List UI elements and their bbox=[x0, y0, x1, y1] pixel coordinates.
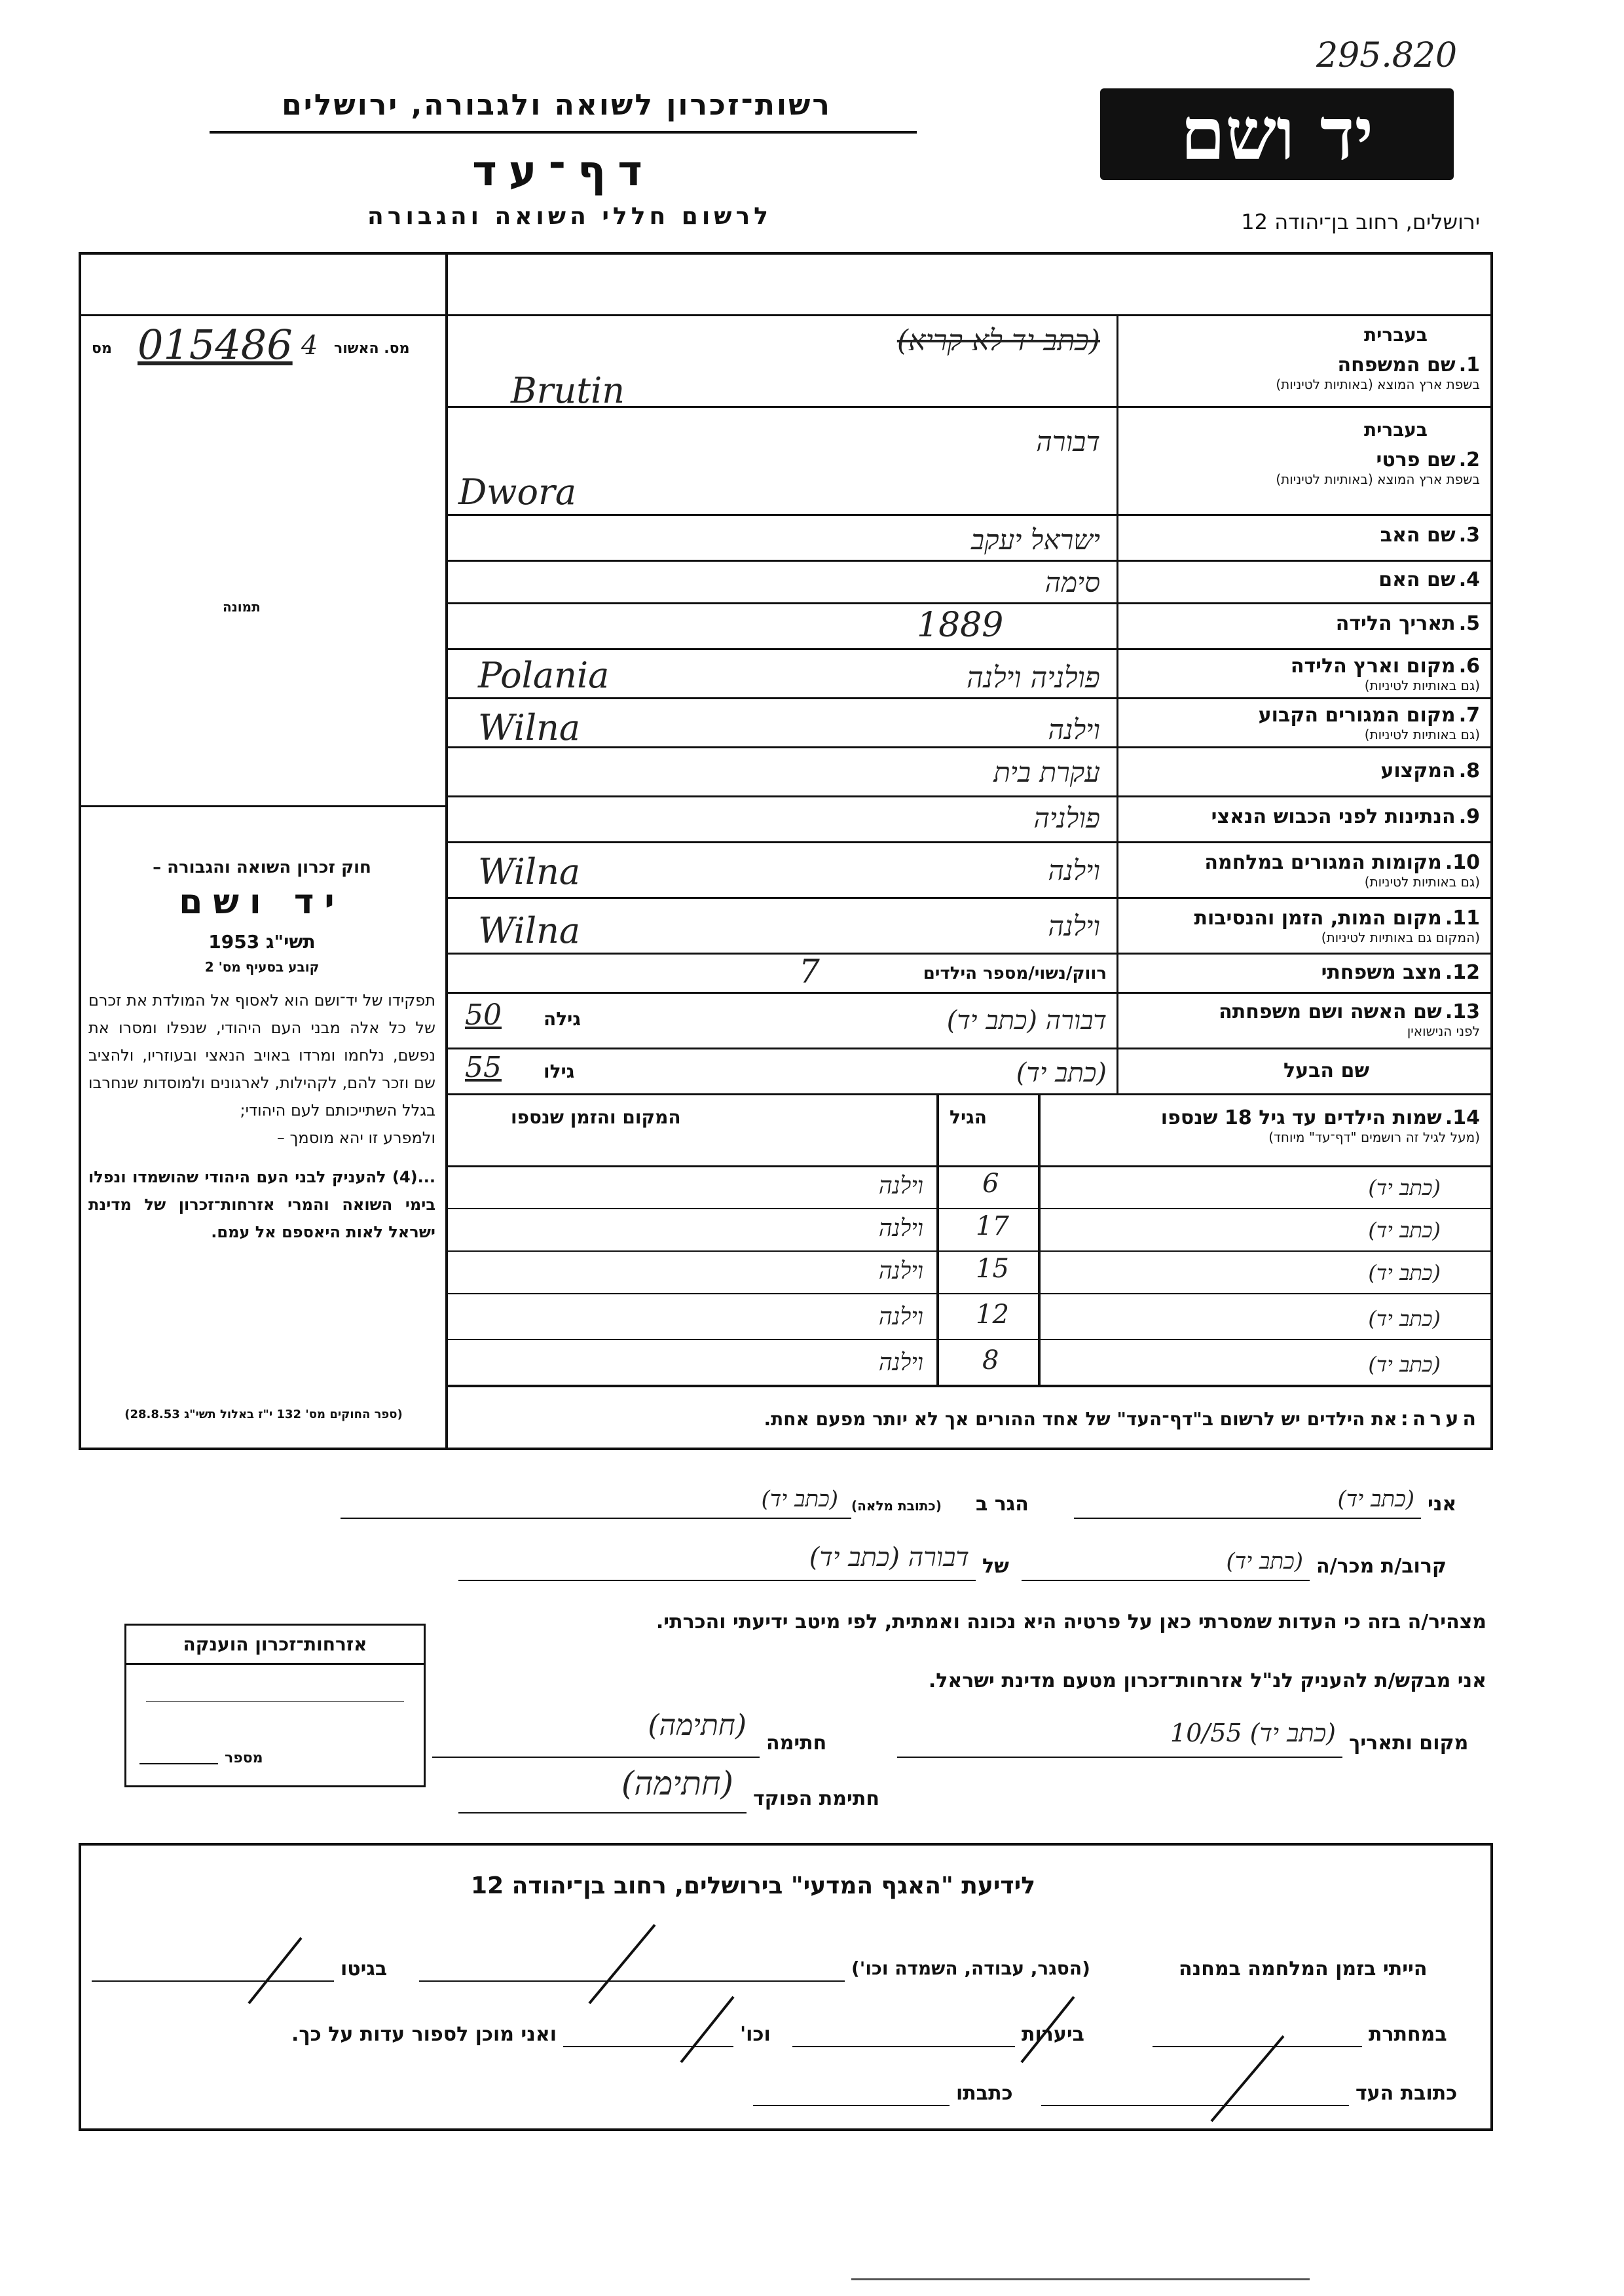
husband-label: שם הבעל bbox=[1283, 1059, 1370, 1082]
husband-age-value[interactable]: 55 bbox=[465, 1051, 502, 1084]
child-place[interactable]: וילנה bbox=[878, 1258, 923, 1285]
child-name[interactable]: (כתב יד) bbox=[1368, 1175, 1441, 1200]
info-line3-start: כתובת העד bbox=[1356, 2082, 1458, 2105]
children-num: 14. bbox=[1445, 1106, 1480, 1129]
wife-age-value[interactable]: 50 bbox=[465, 998, 502, 1032]
registration-number[interactable]: 015486 bbox=[138, 321, 293, 369]
info-line2-etc: וכו' bbox=[740, 2023, 771, 2046]
children-count[interactable]: 7 bbox=[799, 953, 820, 991]
field-2-latin[interactable]: Dwora bbox=[458, 471, 577, 513]
info-line2-end: ואני מוכן לספור עדות על כך. bbox=[291, 2023, 557, 2046]
info-line1-end: בגיטו bbox=[341, 1958, 388, 1980]
decl-signature-label: חתימה bbox=[766, 1732, 827, 1755]
field-1-note: בעברית bbox=[1363, 324, 1428, 346]
child-name[interactable]: (כתב יד) bbox=[1368, 1218, 1441, 1243]
field-4-hebrew[interactable]: סימה bbox=[1044, 566, 1100, 598]
child-name[interactable]: (כתב יד) bbox=[1368, 1306, 1441, 1331]
field-9-hebrew[interactable]: פולניה bbox=[1033, 802, 1100, 834]
strike-mark bbox=[1211, 2036, 1283, 2121]
field-6-num: 6. bbox=[1458, 655, 1480, 678]
child-place[interactable]: וילנה bbox=[878, 1349, 923, 1376]
children-title: שמות הילדים עד גיל 18 שנספו bbox=[1160, 1106, 1442, 1129]
registration-label: מס. האשור bbox=[334, 340, 410, 357]
field-10-sub: (גם באותיות לטיניות) bbox=[1364, 874, 1480, 890]
wife-age-label: גילה bbox=[544, 1008, 581, 1030]
photo-label: תמונה bbox=[223, 599, 261, 615]
logo-text: יד ושם bbox=[1180, 92, 1374, 176]
strike-mark bbox=[1022, 1997, 1074, 2062]
field-1-sub: בשפת ארץ המוצא (באותיות לטיניות) bbox=[1276, 376, 1480, 392]
decl-resident-label: הגר ב bbox=[976, 1493, 1029, 1516]
field-13-title: שם האשה ושם משפחתה bbox=[1219, 1000, 1442, 1023]
field-1-hebrew[interactable]: (כתב יד לא קריא) bbox=[896, 324, 1100, 357]
child-name[interactable]: (כתב יד) bbox=[1368, 1352, 1441, 1377]
field-3-hebrew[interactable]: ישראל יעקב bbox=[970, 524, 1100, 556]
decl-relative-value[interactable]: (כתב יד) bbox=[1226, 1548, 1303, 1575]
decl-of-value[interactable]: דבורה (כתב יד) bbox=[809, 1542, 969, 1573]
field-2-hebrew[interactable]: דבורה bbox=[1036, 426, 1100, 458]
field-1-latin[interactable]: Brutin bbox=[511, 370, 625, 411]
child-age[interactable]: 6 bbox=[982, 1169, 999, 1199]
child-place[interactable]: וילנה bbox=[878, 1303, 923, 1330]
info-line2-mid: ביערות bbox=[1022, 2023, 1084, 2046]
field-2-sub: בשפת ארץ המוצא (באותיות לטיניות) bbox=[1276, 471, 1480, 487]
certificate-title: אזרחות־זכרון הוענקה bbox=[126, 1626, 424, 1665]
field-13-sub: לפני הנישואין bbox=[1407, 1023, 1480, 1039]
law-text-2: ולמפרע זו יהא מוסמך – bbox=[276, 1129, 435, 1147]
law-reference: (ספר החוקים מס' 132 י"ז באלול תשי"ג 28.8.53) bbox=[124, 1408, 403, 1421]
strike-mark bbox=[589, 1925, 655, 2003]
field-6-hebrew[interactable]: פולניה וילנה bbox=[967, 661, 1100, 695]
decl-place-date-label: מקום ותאריך bbox=[1349, 1732, 1469, 1755]
field-5-num: 5. bbox=[1458, 612, 1480, 635]
child-age[interactable]: 8 bbox=[982, 1345, 999, 1376]
decl-statement-2: אני מבקש/ת להעניק לנ"ל אזרחות־זכרון מטעם מדינת ישראל. bbox=[928, 1669, 1486, 1692]
field-10-title: מקומות המגורים במלחמה bbox=[1204, 851, 1442, 874]
law-year: תשי"ג 1953 bbox=[208, 931, 316, 953]
child-age[interactable]: 15 bbox=[976, 1254, 1009, 1284]
field-2-num: 2. bbox=[1458, 448, 1480, 471]
field-7-sub: (גם באותיות לטיניות) bbox=[1364, 727, 1480, 742]
note-text: את הילדים יש לרשום ב"דף־העד" של אחד ההורים אך לא יותר מפעם אחת. bbox=[764, 1408, 1397, 1430]
husband-name[interactable]: (כתב יד) bbox=[1016, 1058, 1107, 1088]
registration-suffix: 4 bbox=[301, 331, 318, 361]
decl-signature-value[interactable]: (חתימה) bbox=[648, 1709, 747, 1742]
husband-age-label: גילו bbox=[544, 1061, 575, 1082]
form-subtitle: לרשום חללי השואה והגבורה bbox=[367, 203, 772, 230]
field-6-title: מקום וארץ הלידה bbox=[1290, 655, 1456, 678]
field-11-latin[interactable]: Wilna bbox=[478, 910, 581, 951]
children-col-age: הגיל bbox=[950, 1106, 987, 1128]
authority-name: רשות־זכרון לשואה ולגבורה, ירושלים bbox=[282, 88, 832, 122]
decl-relative-label: קרוב/ת מכר/ה bbox=[1316, 1555, 1447, 1578]
field-11-title: מקום המות, הזמן והנסיבות bbox=[1194, 907, 1442, 930]
law-text: תפקידו של יד־ושם הוא לאסוף אל המולדת את זכרם של כל אלה מבני העם היהודי, שנפלו ומסרו את נפשם, נלחמו ומרדו באויב הנאצי ובעוזריו, ולהציב שם וזכר להם, לקהילות, לארגונים ולמוסדות שנחרבו בגלל השתייכותם לעם היהודי; bbox=[88, 991, 435, 1120]
law-section: קובע בסעיף מס' 2 bbox=[204, 959, 320, 975]
field-9-num: 9. bbox=[1458, 805, 1480, 828]
strike-mark bbox=[249, 1938, 301, 2003]
registration-no-label: מס bbox=[92, 340, 112, 357]
law-title: חוק זכרון השואה והגבורה – bbox=[153, 858, 371, 877]
decl-statement-1: מצהיר/ה בזה כי העדות שמסרתי כאן על פרטיה היא נכונה ואמתית, לפי מיטב ידיעתי והכרתי. bbox=[655, 1611, 1486, 1633]
children-sub: (מעל לגיל זה רושמים "דף־עד" מיוחד) bbox=[1268, 1129, 1480, 1145]
field-12-title: מצב משפחתי bbox=[1321, 961, 1442, 984]
field-10-num: 10. bbox=[1445, 851, 1480, 874]
field-8-title: המקצוע bbox=[1380, 759, 1456, 782]
info-line2-start: במחתרת bbox=[1369, 2023, 1447, 2046]
decl-place-date-value[interactable]: (כתב יד) 10/55 bbox=[1170, 1719, 1336, 1747]
decl-address-value[interactable]: (כתב יד) bbox=[761, 1486, 838, 1512]
field-8-num: 8. bbox=[1458, 759, 1480, 782]
marital-options: רווק/נשוי/מספר הילדים bbox=[923, 964, 1107, 983]
field-1-num: 1. bbox=[1458, 354, 1480, 376]
field-4-num: 4. bbox=[1458, 568, 1480, 591]
decl-address-label: (כתובת מלאה) bbox=[851, 1498, 942, 1514]
child-name[interactable]: (כתב יד) bbox=[1368, 1260, 1441, 1285]
field-9-title: הנתינות לפני הכבוש הנאצי bbox=[1211, 805, 1456, 828]
header-address: ירושלים, רחוב בן־יהודה 12 bbox=[1241, 210, 1480, 234]
field-12-num: 12. bbox=[1445, 961, 1480, 984]
law-text-3: ...(4) להעניק לבני העם היהודי שהושמדו ונפלו בימי השואה והמרי אזרחות־זכרון של מדינת ישראל לאות היאספם אל עמם. bbox=[88, 1168, 435, 1241]
field-7-hebrew[interactable]: וילנה bbox=[1048, 714, 1100, 746]
decl-of-label: של bbox=[982, 1555, 1009, 1578]
field-2-note: בעברית bbox=[1363, 419, 1428, 441]
form-title: דף־עד bbox=[472, 147, 654, 196]
info-line1-label: הייתי בזמן המלחמה במחנה bbox=[1179, 1958, 1428, 1980]
field-8-hebrew[interactable]: עקרת בית bbox=[993, 756, 1100, 788]
decl-official-value[interactable]: (חתימה) bbox=[621, 1764, 733, 1802]
law-name: יד ושם bbox=[179, 883, 345, 922]
strike-mark bbox=[681, 1997, 733, 2062]
child-age[interactable]: 17 bbox=[976, 1211, 1009, 1241]
field-6-latin[interactable]: Polania bbox=[478, 655, 610, 696]
field-4-title: שם האם bbox=[1378, 568, 1456, 591]
info-line3-end: כתבתו bbox=[956, 2082, 1013, 2105]
field-11-num: 11. bbox=[1445, 907, 1480, 930]
field-11-hebrew[interactable]: וילנה bbox=[1048, 910, 1100, 942]
field-10-latin[interactable]: Wilna bbox=[478, 851, 581, 892]
field-3-title: שם האב bbox=[1380, 524, 1456, 547]
field-10-hebrew[interactable]: וילנה bbox=[1048, 854, 1100, 886]
info-line1-note: (הסגר, עבודה, השמדה וכו') bbox=[851, 1958, 1090, 1979]
field-13-num: 13. bbox=[1445, 1000, 1480, 1023]
wife-maiden-name[interactable]: דבורה (כתב יד) bbox=[946, 1006, 1107, 1036]
children-col-place: המקום והזמן שנספו bbox=[511, 1106, 681, 1128]
field-6-sub: (גם באותיות לטיניות) bbox=[1364, 678, 1480, 693]
decl-i-value[interactable]: (כתב יד) bbox=[1337, 1486, 1414, 1512]
decl-official-label: חתימת הפוקד bbox=[753, 1787, 879, 1810]
decl-i-label: אני bbox=[1428, 1493, 1457, 1516]
field-2-title: שם פרטי bbox=[1376, 448, 1456, 471]
archive-number: 295.820 bbox=[1316, 36, 1458, 75]
child-place[interactable]: וילנה bbox=[878, 1215, 923, 1242]
field-5-title: תאריך הלידה bbox=[1335, 612, 1456, 635]
field-5-value[interactable]: 1889 bbox=[917, 606, 1004, 645]
field-7-latin[interactable]: Wilna bbox=[478, 707, 581, 748]
scan-edge bbox=[851, 2278, 1310, 2280]
info-header: לידיעת "האגף המדעי" בירושלים, רחוב בן־יהודה 12 bbox=[471, 1872, 1035, 1899]
child-age[interactable]: 12 bbox=[976, 1300, 1009, 1330]
field-7-num: 7. bbox=[1458, 704, 1480, 727]
field-1-title: שם המשפחה bbox=[1337, 354, 1456, 376]
field-11-sub: (המקום גם באותיות לטיניות) bbox=[1321, 930, 1480, 945]
child-place[interactable]: וילנה bbox=[878, 1173, 923, 1199]
note-label: הערה: bbox=[1400, 1408, 1480, 1430]
field-7-title: מקום המגורים הקבוע bbox=[1258, 704, 1456, 727]
field-3-num: 3. bbox=[1458, 524, 1480, 547]
certificate-no-label: מספר bbox=[225, 1750, 263, 1766]
